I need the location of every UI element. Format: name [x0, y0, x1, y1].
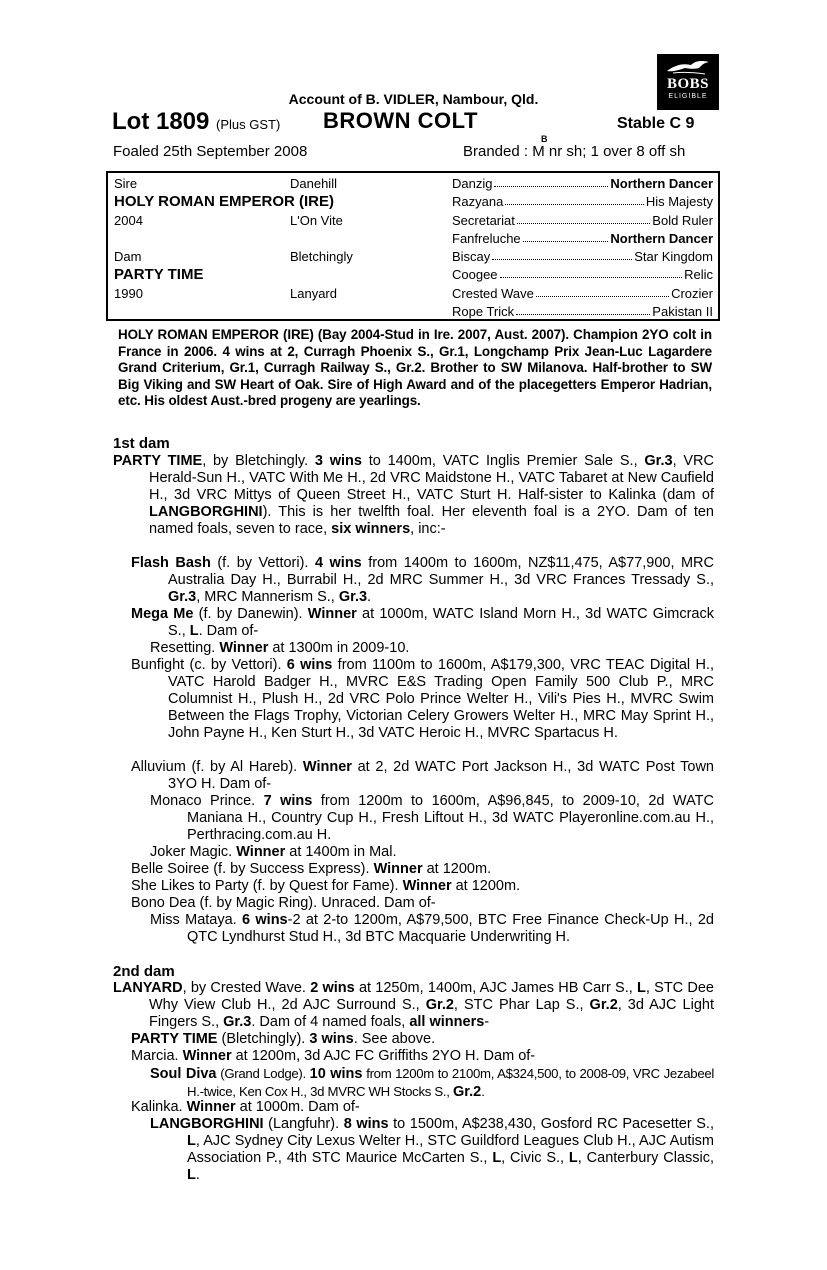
gg-row: Secretariat Bold Ruler: [452, 213, 713, 228]
branded-prefix: Branded :: [463, 143, 529, 160]
lot-label: Lot 1809: [112, 108, 210, 135]
brand-description: [463, 143, 685, 160]
pedigree-table: [106, 171, 720, 321]
foaled-date: Foaled 25th September 2008: [113, 143, 308, 160]
colour-sex: BROWN COLT: [323, 108, 478, 133]
progeny-entry: Resetting. Winner at 1300m in 2009-10.: [150, 640, 410, 656]
branded-text: M nr sh; 1 over 8 off sh: [532, 143, 686, 160]
dam-label: Dam: [114, 249, 142, 264]
grandsire: Danehill: [290, 176, 337, 191]
second-dam-paragraph: LANYARD, by Crested Wave. 2 wins at 1250m, 1400m, AJC James HB Carr S., L, STC Dee Why View Club H., 2d AJC Surround S., Gr.2, STC Phar Lap S., Gr.2, 3d AJC Light Fingers S., Gr.3. Dam of 4 named foals, all winners-: [113, 980, 714, 1030]
first-dam-heading: 1st dam: [113, 435, 170, 452]
gg-row: Rope Trick Pakistan II: [452, 304, 713, 319]
brand-mark: B: [541, 134, 548, 144]
gg-row: Crested Wave Crozier: [452, 286, 713, 301]
progeny-entry: LANGBORGHINI (Langfuhr). 8 wins to 1500m, A$238,430, Gosford RC Pacesetter S., L, AJC Sydney City Lexus Welter H., STC Guildford Leagues Club H., AJC Autism Association P., 4th STC Maurice McCarten S., L, Civic S., L, Canterbury Classic, L.: [150, 1116, 715, 1183]
progeny-entry: Flash Bash (f. by Vettori). 4 wins from 1400m to 1600m, NZ$11,475, A$77,900, MRC Australia Day H., Burrabil H., 2d MRC Summer H., 3d VRC Frances Tressady S., Gr.3, MRC Mannerism S., Gr.3.: [131, 555, 715, 605]
progeny-entry: Marcia. Winner at 1200m, 3d AJC FC Griffiths 2YO H. Dam of-: [131, 1048, 536, 1064]
progeny-entry: Mega Me (f. by Danewin). Winner at 1000m, WATC Island Morn H., 3d WATC Gimcrack S., L. Dam of-: [131, 606, 714, 639]
progeny-entry: Bunfight (c. by Vettori). 6 wins from 1100m to 1600m, A$179,300, VRC TEAC Digital H., VATC Harold Badger H., MVRC E&S Trading Open Family 500 Club P., MRC Columnist H., Plush H., 2d VRC Polo Prince Welter H., Vili's Pies H., MVRC Swim Between the Flags Trophy, Victorian Celery Growers Welter H., MRC May Sprint H., John Payne H., Ken Sturt H., 3d VATC Heroic H., MVRC Spartacus H.: [131, 657, 714, 741]
lot-number: [112, 108, 280, 136]
gg-row: Coogee Relic: [452, 267, 713, 282]
horse-icon: [665, 57, 711, 77]
progeny-entry: Belle Soiree (f. by Success Express). Winner at 1200m.: [131, 861, 492, 877]
progeny-entry: She Likes to Party (f. by Quest for Fame). Winner at 1200m.: [131, 878, 521, 894]
dam-sire: Bletchingly: [290, 249, 353, 264]
vendor-account: Account of B. VIDLER, Nambour, Qld.: [288, 91, 539, 107]
logo-brand: BOBS: [666, 76, 710, 92]
progeny-entry: Miss Mataya. 6 wins-2 at 2-to 1200m, A$79,500, BTC Free Finance Check-Up H., 2d QTC Lyndhurst Stud H., 3d BTC Macquarie Underwriting H.: [150, 912, 714, 945]
progeny-entry: Soul Diva (Grand Lodge). 10 wins from 1200m to 2100m, A$324,500, to 2008-09, VRC Jezabeel H.-twice, Ken Cox H., 3d MVRC WH Stocks S., Gr.2.: [150, 1066, 715, 1100]
progeny-entry: Kalinka. Winner at 1000m. Dam of-: [131, 1099, 360, 1115]
progeny-entry: Monaco Prince. 7 wins from 1200m to 1600m, A$96,845, to 2009-10, 2d WATC Maniana H., Country Cup H., Fresh Liftout H., 3d WATC Playeronline.com.au H., Perthracing.com.au H.: [150, 793, 714, 843]
progeny-entry: PARTY TIME (Bletchingly). 3 wins. See above.: [131, 1031, 436, 1047]
logo-subtitle: ELIGIBLE: [668, 93, 708, 100]
progeny-entry: Bono Dea (f. by Magic Ring). Unraced. Dam of-: [131, 895, 436, 911]
stable-location: Stable C 9: [617, 115, 695, 132]
progeny-entry: Joker Magic. Winner at 1400m in Mal.: [150, 844, 397, 860]
sire-label: Sire: [114, 176, 138, 191]
sire-notes: HOLY ROMAN EMPEROR (IRE) (Bay 2004-Stud in Ire. 2007, Aust. 2007). Champion 2YO colt in France in 2006. 4 wins at 2, Curragh Phoenix S., Gr.1, Longchamp Prix Jean-Luc Lagardere Grand Criterium, Gr.1, Curragh Railway S., Gr.2. Brother to SW Milanova. Half-brother to SW Big Viking and SW Heart of Oak. Sire of High Award and of the placegetters Emperor Hadrian, etc. His oldest Aust.-bred progeny are yearlings.: [118, 327, 712, 409]
sire-dam: L'On Vite: [290, 213, 343, 228]
sire-year: 2004: [114, 213, 143, 228]
gst-note: (Plus GST): [216, 117, 281, 132]
dam-name: PARTY TIME: [114, 266, 204, 283]
progeny-entry: Alluvium (f. by Al Hareb). Winner at 2, 2d WATC Port Jackson H., 3d WATC Post Town 3YO H. Dam of-: [131, 759, 714, 792]
dam-year: 1990: [114, 286, 143, 301]
gg-row: Razyana His Majesty: [452, 194, 713, 209]
granddam: Lanyard: [290, 286, 337, 301]
gg-row: Danzig Northern Dancer: [452, 176, 713, 191]
second-dam-heading: 2nd dam: [113, 963, 175, 980]
first-dam-paragraph: PARTY TIME, by Bletchingly. 3 wins to 1400m, VATC Inglis Premier Sale S., Gr.3, VRC Herald-Sun H., VATC With Me H., 2d VRC Maidstone H., VATC Tabaret at New Caufield H., 3d VRC Mittys of Queen Street H., VATC Sturt H. Half-sister to Kalinka (dam of LANGBORGHINI). This is her twelfth foal. Her eleventh foal is a 2YO. Dam of ten named foals, seven to race, six winners, inc:-: [113, 453, 714, 537]
sire-name: HOLY ROMAN EMPEROR (IRE): [114, 193, 335, 210]
gg-row: Biscay Star Kingdom: [452, 249, 713, 264]
gg-row: Fanfreluche Northern Dancer: [452, 231, 713, 246]
